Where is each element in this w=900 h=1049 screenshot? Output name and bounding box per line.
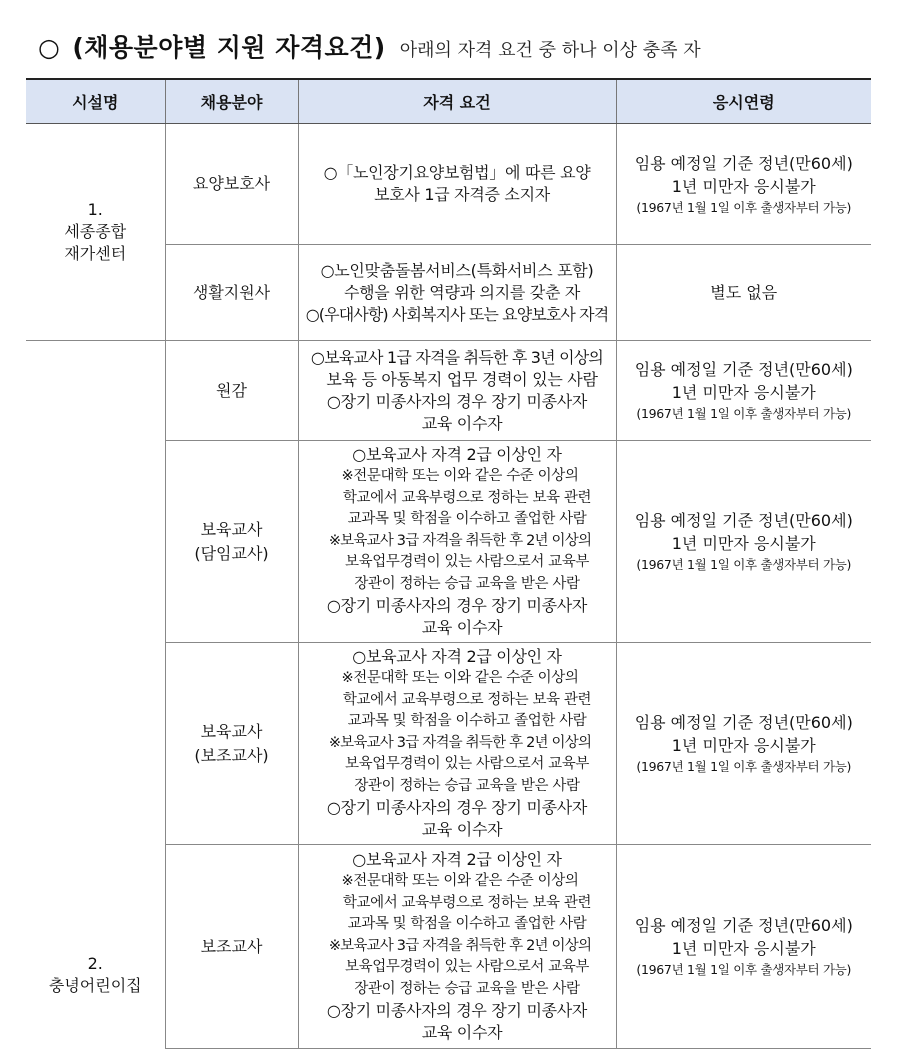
age-note: (1967년 1월 1일 이후 출생자부터 가능) [636,759,852,774]
requirements-table [26,78,871,1049]
requirement-note: 보육업무경력이 있는 사람으로서 교육부 [345,756,589,772]
requirement-line: 교육 이수자 [421,820,503,839]
requirement-line: ○보육교사 1급 자격을 취득한 후 3년 이상의 [310,347,604,367]
requirement-note: 교과목 및 학점을 이수하고 졸업한 사람 [347,511,587,527]
field-cell: 생활지원사 [165,245,298,341]
header-age: 응시연령 [616,79,871,124]
requirement-note: 학교에서 교육부령으로 정하는 보육 관련 [342,489,592,506]
requirement-line: ○(우대사항) 사회복지사 또는 요양보호사 자격 [305,304,609,324]
requirement-note: 장관이 정하는 승급 교육을 받은 사람 [354,575,580,592]
requirement-note: 교과목 및 학점을 이수하고 졸업한 사람 [347,916,587,932]
age-line: 1년 미만자 응시불가 [671,939,816,958]
age-line: 별도 없음 [710,283,778,302]
field-label: (보조교사) [194,745,269,765]
requirement-line: ○보육교사 자격 2급 이상인 자 [352,850,562,869]
facility-name: 재가센터 [64,244,127,263]
age-note: (1967년 1월 1일 이후 출생자부터 가능) [636,199,852,215]
requirement-note: 장관이 정하는 승급 교육을 받은 사람 [354,777,580,794]
requirement-line: 교육 이수자 [421,1023,503,1042]
requirement-note: 학교에서 교육부령으로 정하는 보육 관련 [342,691,592,708]
age-line: 임용 예정일 기준 정년(만60세) [634,511,853,530]
requirement-cell [298,845,616,1049]
age-cell [616,845,871,1049]
age-cell [616,245,871,341]
requirement-note: 학교에서 교육부령으로 정하는 보육 관련 [342,894,592,911]
requirement-note: ※보육교사 3급 자격을 취득한 후 2년 이상의 [328,734,592,751]
requirement-line: 교육 이수자 [421,618,503,637]
requirement-note: ※전문대학 또는 이와 같은 수준 이상의 [341,468,579,484]
heading-bullet-icon: ○ [38,33,61,62]
requirement-note: ※전문대학 또는 이와 같은 수준 이상의 [341,670,579,686]
requirement-line: ○장기 미종사자의 경우 장기 미종사자 [326,391,588,411]
heading-subtitle: 아래의 자격 요건 중 하나 이상 충족 자 [399,40,701,61]
requirement-cell [298,441,616,643]
requirement-note: ※전문대학 또는 이와 같은 수준 이상의 [341,873,579,889]
age-line: 임용 예정일 기준 정년(만60세) [634,153,853,173]
age-note: (1967년 1월 1일 이후 출생자부터 가능) [636,962,852,977]
facility-cell [26,341,165,1049]
age-line: 1년 미만자 응시불가 [671,176,816,196]
field-cell: 원감 [165,341,298,441]
requirement-note: 보육업무경력이 있는 사람으로서 교육부 [345,554,589,570]
requirement-line: ○노인맞춤돌봄서비스(특화서비스 포함) [320,260,594,280]
requirement-cell [298,341,616,441]
requirement-line: ○보육교사 자격 2급 이상인 자 [352,647,562,666]
age-line: 임용 예정일 기준 정년(만60세) [634,916,853,935]
age-line: 1년 미만자 응시불가 [671,736,816,755]
section-heading [38,28,888,68]
requirement-note: 보육업무경력이 있는 사람으로서 교육부 [345,959,589,975]
requirement-note: ※보육교사 3급 자격을 취득한 후 2년 이상의 [328,937,592,954]
field-label: 보육교사 [200,519,263,539]
age-line: 임용 예정일 기준 정년(만60세) [634,360,853,379]
age-cell [616,643,871,845]
header-requirements: 자격 요건 [298,79,616,124]
requirement-line: ○장기 미종사자의 경우 장기 미종사자 [326,1001,588,1020]
requirement-line: ○장기 미종사자의 경우 장기 미종사자 [326,798,588,817]
requirement-line: ○보육교사 자격 2급 이상인 자 [352,445,562,464]
facility-cell [26,124,165,341]
field-label: 보육교사 [200,721,263,741]
age-cell [616,124,871,245]
age-note: (1967년 1월 1일 이후 출생자부터 가능) [636,406,852,421]
facility-name: 세종종합 [64,222,127,241]
table-header-row [26,79,871,124]
requirement-cell [298,643,616,845]
age-note: (1967년 1월 1일 이후 출생자부터 가능) [636,557,852,572]
heading-title: (채용분야별 지원 자격요건) [72,33,386,62]
requirement-line: 보호사 1급 자격증 소지자 [374,185,550,204]
age-line: 임용 예정일 기준 정년(만60세) [634,713,853,732]
facility-number: 2. [87,953,103,973]
requirement-cell [298,124,616,245]
table-row [26,341,871,441]
field-cell [165,643,298,845]
age-line: 1년 미만자 응시불가 [671,383,816,402]
requirement-cell [298,245,616,341]
header-facility: 시설명 [26,79,165,124]
age-cell [616,341,871,441]
requirement-note: ※보육교사 3급 자격을 취득한 후 2년 이상의 [328,532,592,549]
requirement-note: 교과목 및 학점을 이수하고 졸업한 사람 [347,713,587,729]
age-cell [616,441,871,643]
requirement-line: 보육 등 아동복지 업무 경력이 있는 사람 [326,369,598,389]
field-cell: 보조교사 [165,845,298,1049]
field-label: (담임교사) [194,543,269,563]
field-cell: 요양보호사 [165,124,298,245]
facility-name: 충녕어린이집 [48,975,142,995]
requirement-line: ○장기 미종사자의 경우 장기 미종사자 [326,596,588,615]
requirement-line: 수행을 위한 역량과 의지를 갖춘 자 [343,282,581,302]
requirement-note: 장관이 정하는 승급 교육을 받은 사람 [354,980,580,997]
age-line: 1년 미만자 응시불가 [671,534,816,553]
requirement-line: 교육 이수자 [421,413,503,433]
header-field: 채용분야 [165,79,298,124]
table-row [26,124,871,245]
facility-number: 1. [87,200,103,219]
field-cell [165,441,298,643]
requirement-line: ○「노인장기요양보험법」에 따른 요양 [323,163,591,182]
